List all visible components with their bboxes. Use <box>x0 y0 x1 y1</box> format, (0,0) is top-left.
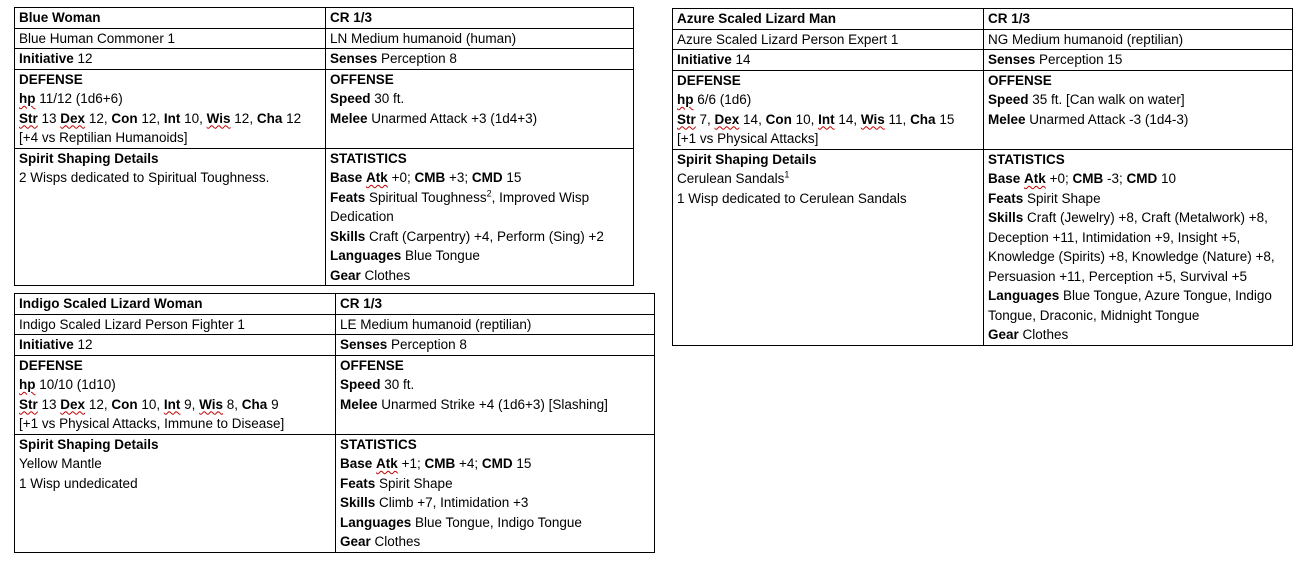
spirit-item: Yellow Mantle <box>19 456 102 471</box>
spirit-section <box>15 148 326 286</box>
offense-heading: OFFENSE <box>988 72 1052 88</box>
defense-section <box>15 355 336 434</box>
stat-block-azure-scaled-lizard-man <box>672 8 1293 346</box>
senses: Senses Perception 15 <box>984 50 1293 71</box>
spirit-item: Cerulean Sandals$^1$ <box>677 169 790 186</box>
spirit-section <box>15 434 336 552</box>
spirit-detail: 1 Wisp undedicated <box>19 475 138 491</box>
creature-type: LN Medium humanoid (human) <box>326 28 634 49</box>
initiative: Initiative 12 <box>15 335 336 356</box>
stat-block-blue-woman <box>14 7 634 286</box>
senses: Senses Perception 8 <box>336 335 655 356</box>
spirit-heading: Spirit Shaping Details <box>19 436 159 452</box>
languages: Languages Blue Tongue, Indigo Tongue <box>340 514 582 530</box>
defense-heading: DEFENSE <box>677 72 741 88</box>
combat-stats: Base Atk +0; CMB -3; CMD 10 <box>988 171 1177 186</box>
melee: Melee Unarmed Attack -3 (1d4-3) <box>988 111 1189 127</box>
defense-section <box>673 70 984 149</box>
statistics-heading: STATISTICS <box>330 150 407 166</box>
spirit-heading: Spirit Shaping Details <box>677 151 817 167</box>
offense-section <box>326 69 634 148</box>
creature-class: Blue Human Commoner 1 <box>15 28 326 49</box>
ability-scores: Str 13 Dex 12, Con 12, Int 10, Wis 12, Cha 12 <box>19 110 302 126</box>
defense-section <box>15 69 326 148</box>
ability-scores: Str 13 Dex 12, Con 10, Int 9, Wis 8, Cha 9 <box>19 396 279 412</box>
statistics-heading: STATISTICS <box>340 436 417 452</box>
languages: Languages Blue Tongue, Azure Tongue, Indigo Tongue, Draconic, Midnight Tongue <box>988 288 1272 323</box>
languages: Languages Blue Tongue <box>330 248 480 263</box>
ability-note: [+4 vs Reptilian Humanoids] <box>19 130 188 145</box>
statistics-section <box>984 149 1293 345</box>
challenge-rating: CR 1/3 <box>984 9 1293 30</box>
senses: Senses Perception 8 <box>326 49 634 70</box>
creature-class: Indigo Scaled Lizard Person Fighter 1 <box>15 314 336 335</box>
spirit-section <box>673 149 984 345</box>
offense-heading: OFFENSE <box>340 357 404 373</box>
gear: Gear Clothes <box>340 534 421 549</box>
statistics-heading: STATISTICS <box>988 151 1065 167</box>
ability-note: [+1 vs Physical Attacks] <box>677 131 819 146</box>
melee: Melee Unarmed Attack +3 (1d4+3) <box>330 110 538 126</box>
creature-type: NG Medium humanoid (reptilian) <box>984 29 1293 50</box>
speed: Speed 35 ft. [Can walk on water] <box>988 92 1185 107</box>
ability-note: [+1 vs Physical Attacks, Immune to Disease] <box>19 416 285 431</box>
initiative: Initiative 12 <box>15 49 326 70</box>
offense-section <box>336 355 655 434</box>
spirit-detail: 1 Wisp dedicated to Cerulean Sandals <box>677 190 907 206</box>
creature-name: Indigo Scaled Lizard Woman <box>15 294 336 315</box>
creature-name: Blue Woman <box>15 8 326 29</box>
melee: Melee Unarmed Strike +4 (1d6+3) [Slashing] <box>340 396 608 412</box>
feats: Feats Spirit Shape <box>340 475 453 491</box>
combat-stats: Base Atk +1; CMB +4; CMD 15 <box>340 456 532 471</box>
stat-block-indigo-scaled-lizard-woman <box>14 293 655 553</box>
creature-class: Azure Scaled Lizard Person Expert 1 <box>673 29 984 50</box>
ability-scores: Str 7, Dex 14, Con 10, Int 14, Wis 11, Cha 15 <box>677 111 955 127</box>
feats: Feats Spirit Shape <box>988 190 1101 206</box>
gear: Gear Clothes <box>330 267 411 283</box>
defense-heading: DEFENSE <box>19 71 83 87</box>
combat-stats: Base Atk +0; CMB +3; CMD 15 <box>330 170 522 185</box>
skills: Skills Craft (Jewelry) +8, Craft (Metalwork) +8, Deception +11, Intimidation +9, Insight +5, Knowledge (Spirits) +8, Knowledge (Nature) +8, Persuasion +11, Perception +5, Survival +5 <box>988 210 1275 284</box>
skills: Skills Climb +7, Intimidation +3 <box>340 495 529 510</box>
offense-section <box>984 70 1293 149</box>
creature-name: Azure Scaled Lizard Man <box>673 9 984 30</box>
statistics-section <box>336 434 655 552</box>
gear: Gear Clothes <box>988 327 1069 342</box>
statistics-section <box>326 148 634 286</box>
speed: Speed 30 ft. <box>340 377 415 392</box>
challenge-rating: CR 1/3 <box>326 8 634 29</box>
challenge-rating: CR 1/3 <box>336 294 655 315</box>
initiative: Initiative 14 <box>673 50 984 71</box>
hit-points: hp 6/6 (1d6) <box>677 92 752 107</box>
skills: Skills Craft (Carpentry) +4, Perform (Sing) +2 <box>330 228 604 244</box>
spirit-heading: Spirit Shaping Details <box>19 150 159 166</box>
speed: Speed 30 ft. <box>330 91 405 106</box>
offense-heading: OFFENSE <box>330 71 394 87</box>
creature-type: LE Medium humanoid (reptilian) <box>336 314 655 335</box>
feats: Feats Spiritual Toughness$^2$, Improved Wisp Dedication <box>330 188 590 224</box>
hit-points: hp 10/10 (1d10) <box>19 377 116 392</box>
defense-heading: DEFENSE <box>19 357 83 373</box>
spirit-detail: 2 Wisps dedicated to Spiritual Toughness. <box>19 170 270 185</box>
hit-points: hp 11/12 (1d6+6) <box>19 91 123 106</box>
